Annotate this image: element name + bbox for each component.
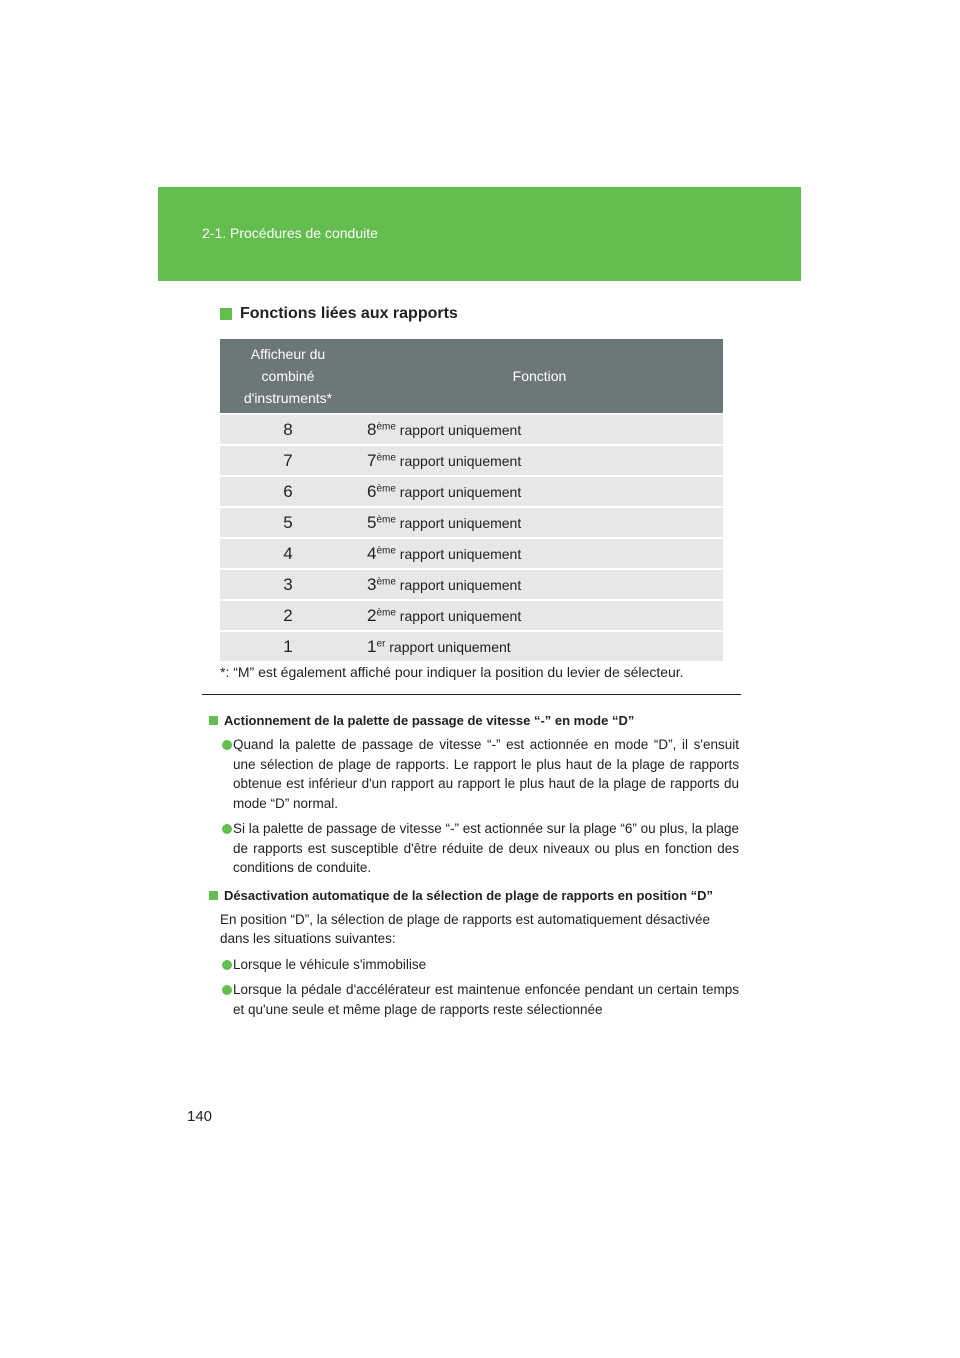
gear-number: 8: [367, 419, 377, 439]
bullet-icon: [222, 740, 232, 750]
bullet-icon: [222, 824, 232, 834]
ordinal-suffix: ème: [376, 513, 396, 525]
notes-section: [209, 713, 739, 1025]
chapter-header-band: [158, 187, 801, 281]
function-cell: [356, 476, 723, 507]
column-header-display: [220, 339, 356, 414]
green-square-icon: [220, 308, 232, 320]
function-text: rapport uniquement: [395, 483, 522, 500]
table-row: [220, 631, 723, 662]
gear-number: 7: [367, 450, 377, 470]
function-cell: [356, 414, 723, 445]
divider: [202, 694, 741, 695]
function-text: rapport uniquement: [395, 545, 522, 562]
ordinal-suffix: ème: [376, 451, 396, 463]
function-text: rapport uniquement: [395, 514, 522, 531]
green-square-icon: [209, 891, 218, 900]
function-text: rapport uniquement: [395, 452, 522, 469]
table-row: [220, 569, 723, 600]
section-title-text: Fonctions liées aux rapports: [240, 305, 458, 322]
bullet-item: [209, 980, 739, 1019]
bullet-item: [209, 819, 739, 878]
note-heading: [209, 888, 739, 903]
gear-number: 6: [367, 481, 377, 501]
display-cell: 7: [220, 445, 356, 476]
function-cell: [356, 445, 723, 476]
bullet-item: [209, 735, 739, 813]
display-cell: 4: [220, 538, 356, 569]
function-text: rapport uniquement: [395, 421, 522, 438]
column-header-function: Fonction: [356, 339, 723, 414]
bullet-text: Lorsque le véhicule s'immobilise: [233, 956, 427, 972]
function-text: rapport uniquement: [395, 607, 522, 624]
ordinal-suffix: ème: [376, 606, 396, 618]
table-row: [220, 476, 723, 507]
note-heading-text: Désactivation automatique de la sélection de plage de rapports en position “D”: [224, 887, 714, 903]
function-cell: [356, 569, 723, 600]
gear-number: 2: [367, 605, 377, 625]
display-cell: 1: [220, 631, 356, 662]
function-text: rapport uniquement: [395, 576, 522, 593]
ordinal-suffix: ème: [376, 482, 396, 494]
bullet-text: Lorsque la pédale d'accélérateur est maintenue enfoncée pendant un certain temps et qu'une seule et même plage de rapports reste sélectionnée: [233, 982, 739, 1017]
bullet-text: Si la palette de passage de vitesse “-” est actionnée sur la plage “6” ou plus, la plage de rapports est susceptible d'être réduite de deux niveaux ou plus en fonction des conditions de conduite.: [233, 821, 739, 875]
table-row: [220, 600, 723, 631]
section-title: [220, 305, 458, 323]
table-footnote: *: “M” est également affiché pour indiquer la position du levier de sélecteur.: [220, 664, 684, 680]
column-header-display-line: Afficheur du: [250, 346, 326, 362]
ordinal-suffix: ème: [376, 575, 396, 587]
table-row: [220, 538, 723, 569]
table-row: [220, 445, 723, 476]
display-cell: 3: [220, 569, 356, 600]
page-number: 140: [187, 1108, 213, 1125]
column-header-display-line: d'instruments*: [243, 390, 333, 406]
gear-number: 4: [367, 543, 377, 563]
display-cell: 5: [220, 507, 356, 538]
ordinal-suffix: ème: [376, 420, 396, 432]
green-square-icon: [209, 716, 218, 725]
bullet-item: [209, 955, 739, 975]
display-cell: 6: [220, 476, 356, 507]
gear-number: 1: [367, 636, 377, 656]
gear-number: 5: [367, 512, 377, 532]
function-cell: [356, 538, 723, 569]
note-heading-text: Actionnement de la palette de passage de vitesse “-” en mode “D”: [224, 713, 635, 728]
bullet-icon: [222, 960, 232, 970]
note-paragraph: En position “D”, la sélection de plage de rapports est automatiquement désactivée dans les situations suivantes:: [220, 911, 711, 946]
ordinal-suffix: ème: [376, 544, 396, 556]
display-cell: 2: [220, 600, 356, 631]
bullet-icon: [222, 985, 232, 995]
gear-number: 3: [367, 574, 377, 594]
function-text: rapport uniquement: [385, 638, 511, 655]
table-header-row: [220, 339, 723, 414]
column-header-display-line: combiné: [261, 368, 315, 384]
bullet-text: Quand la palette de passage de vitesse “-” est actionnée en mode “D”, il s'ensuit une sélection de plage de rapports. Le rapport le plus haut de la plage de rapports obtenue est inférieur d'un rapport au rapport le plus haut de la plage de rapports du mode “D” normal.: [233, 737, 739, 811]
function-cell: [356, 507, 723, 538]
table-row: [220, 507, 723, 538]
table-row: [220, 414, 723, 445]
note-heading: [209, 713, 739, 728]
display-cell: 8: [220, 414, 356, 445]
function-cell: [356, 631, 723, 662]
function-cell: [356, 600, 723, 631]
breadcrumb: 2-1. Procédures de conduite: [202, 225, 378, 241]
gear-function-table: [220, 339, 723, 663]
ordinal-suffix: er: [376, 637, 386, 649]
